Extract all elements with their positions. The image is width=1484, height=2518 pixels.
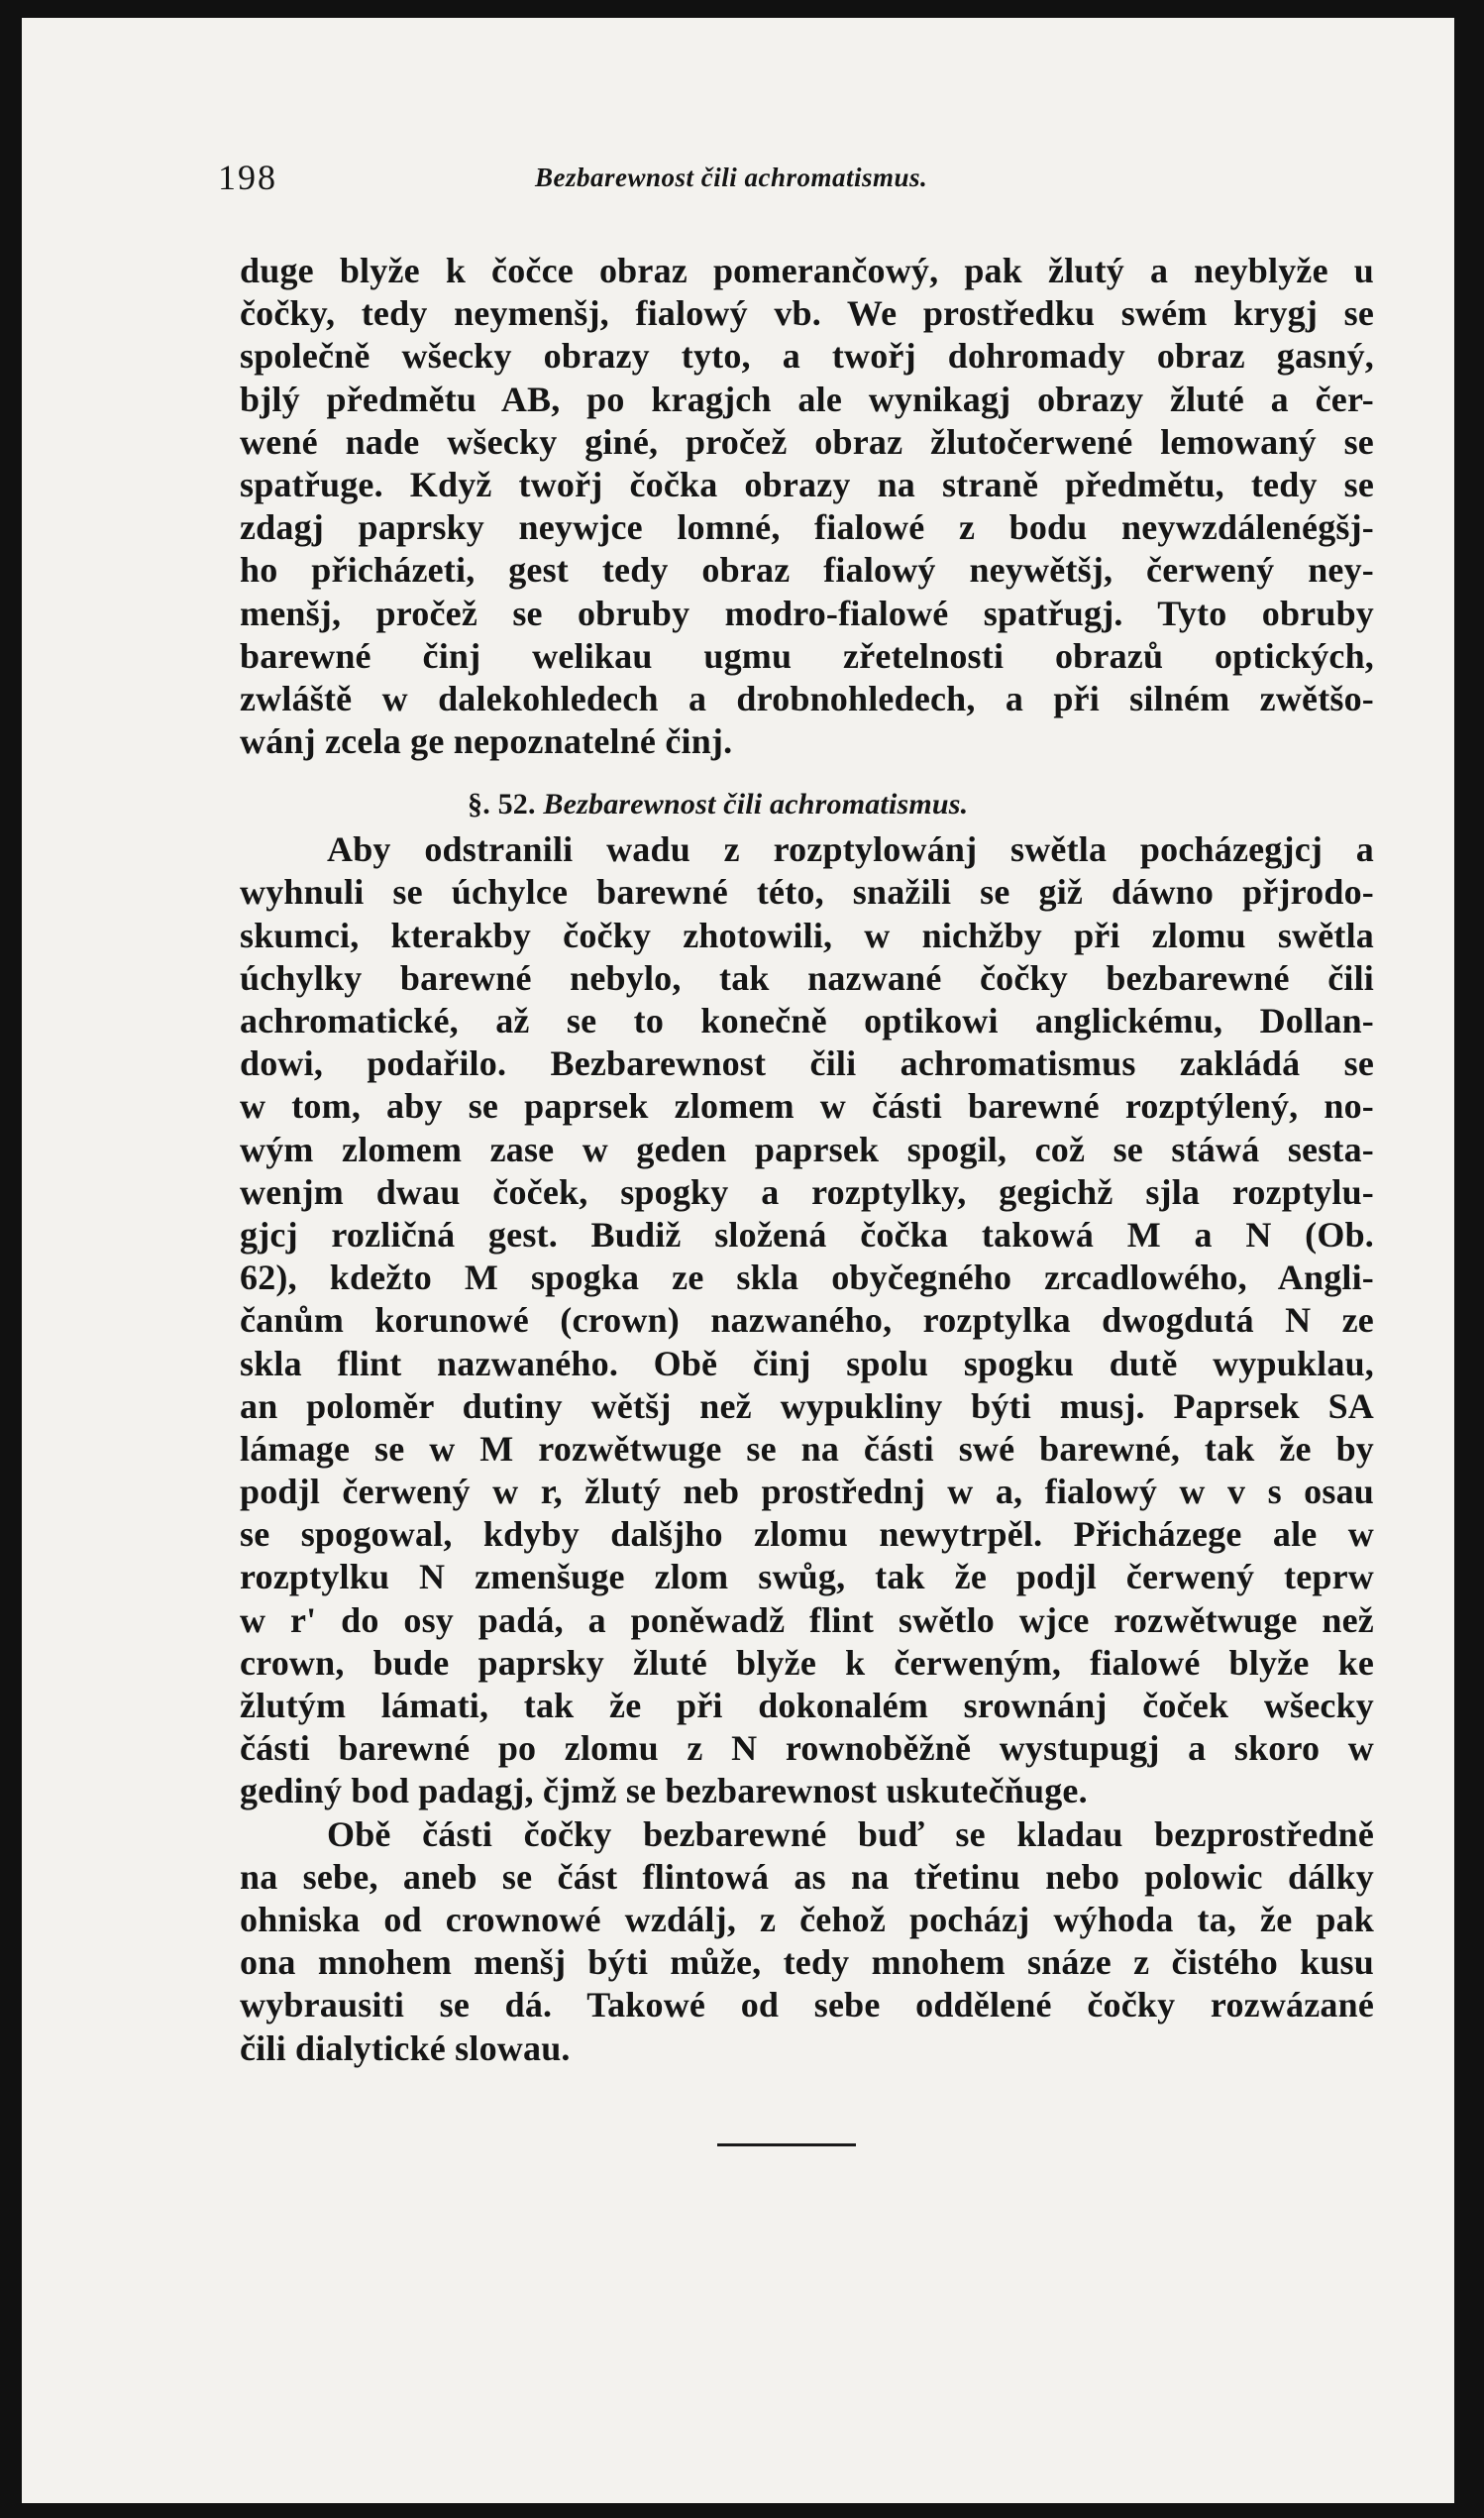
text-line: se spogowal, kdyby dalšjho zlomu newytrpěl. Přicházege ale w xyxy=(240,1514,1374,1555)
text-line: spatřuge. Když twořj čočka obrazy na straně předmětu, tedy se xyxy=(240,464,1374,504)
paragraph-3 xyxy=(240,1813,1374,2070)
text-line: wyhnuli se úchylce barewné této, snažili se giž dáwno přjrodo- xyxy=(240,872,1374,913)
text-line: ona mnohem menšj býti může, tedy mnohem snáze z čistého kusu xyxy=(240,1942,1374,1983)
text-line: Aby odstranili wadu z rozptylowánj swětla pocházegjcj a xyxy=(327,829,1374,870)
text-line: skumci, kterakby čočky zhotowili, w nichžby při zlomu swětla xyxy=(240,915,1374,955)
section-heading xyxy=(240,763,1374,828)
text-line: společně wšecky obrazy tyto, a twořj dohromady obraz gasný, xyxy=(240,336,1374,377)
section-title: Bezbarewnost čili achromatismus. xyxy=(543,788,969,821)
paragraph-1 xyxy=(240,250,1374,763)
text-line: wenjm dwau čoček, spogky a rozptylky, gegichž sjla rozptylu- xyxy=(240,1171,1374,1212)
text-line: wybrausiti se dá. Takowé od sebe oddělené čočky rozwázané xyxy=(240,1985,1374,2025)
text-line: menšj, pročež se obruby modro-fialowé spatřugj. Tyto obruby xyxy=(240,593,1374,633)
end-rule-divider xyxy=(717,2143,856,2146)
text-line: podjl čerwený w r, žlutý neb prostřednj w a, fialowý w v s osau xyxy=(240,1472,1374,1512)
text-line: čanům korunowé (crown) nazwaného, rozptylka dwogdutá N ze xyxy=(240,1300,1374,1341)
text-line: wým zlomem zase w geden paprsek spogil, což se stáwá sesta- xyxy=(240,1129,1374,1169)
paragraph-2 xyxy=(240,828,1374,1812)
text-line: dowi, podařilo. Bezbarewnost čili achromatismus zakládá se xyxy=(240,1043,1374,1084)
page-number: 198 xyxy=(218,158,277,197)
running-title: Bezbarewnost čili achromatismus. xyxy=(535,163,928,192)
text-line: ohniska od crownowé wzdálj, z čehož pocházj wýhoda ta, že pak xyxy=(240,1899,1374,1939)
text-line: žlutým lámati, tak že při dokonalém srownánj čoček wšecky xyxy=(240,1686,1374,1725)
text-line: achromatické, až se to konečně optikowi anglickému, Dollan- xyxy=(240,1001,1374,1040)
text-line: barewné činj welikau ugmu zřetelnosti obrazů optických, xyxy=(240,635,1374,676)
text-line: zwláště w dalekohledech a drobnohledech, a při silném zwětšo- xyxy=(240,678,1374,718)
text-line: rozptylku N zmenšuge zlom swůg, tak že podjl čerwený teprw xyxy=(240,1557,1374,1597)
text-line: lámage se w M rozwětwuge se na části swé barewné, tak že by xyxy=(240,1428,1374,1469)
text-line: čočky, tedy neymenšj, fialowý vb. We prostředku swém krygj se xyxy=(240,293,1374,334)
text-line: části barewné po zlomu z N rownoběžně wystupugj a skoro w xyxy=(240,1728,1374,1769)
page-header xyxy=(218,157,1110,206)
text-line: úchylky barewné nebylo, tak nazwané čočky bezbarewné čili xyxy=(240,957,1374,998)
page-body xyxy=(240,250,1374,2070)
text-line: zdagj paprsky neywjce lomné, fialowé z bodu neywzdálenégšj- xyxy=(240,507,1374,548)
text-line: wené nade wšecky giné, pročež obraz žlutočerwené lemowaný se xyxy=(240,421,1374,462)
text-line: gjcj rozličná gest. Budiž složená čočka takowá M a N (Ob. xyxy=(240,1214,1374,1255)
text-line: 62), kdežto M spogka ze skla obyčegného zrcadlowého, Angli- xyxy=(240,1258,1374,1298)
text-line: gediný bod padagj, čjmž se bezbarewnost uskutečňuge. xyxy=(240,1771,1088,1811)
text-line: bjlý předmětu AB, po kragjch ale wynikagj obrazy žluté a čer- xyxy=(240,379,1374,419)
section-number: §. 52. xyxy=(468,788,536,821)
text-line: skla flint nazwaného. Obě činj spolu spogku dutě wypuklau, xyxy=(240,1343,1374,1383)
text-line: ho přicházeti, gest tedy obraz fialowý neywětšj, čerwený ney- xyxy=(240,550,1374,591)
text-line: w r' do osy padá, a poněwadž flint swětlo wjce rozwětwuge než xyxy=(240,1599,1374,1640)
text-line: an poloměr dutiny wětšj než wypukliny býti musj. Paprsek SA xyxy=(240,1385,1374,1426)
text-line: na sebe, aneb se část flintowá as na třetinu nebo polowic dálky xyxy=(240,1856,1374,1897)
text-line: čili dialytické slowau. xyxy=(240,2027,571,2068)
text-line: Obě části čočky bezbarewné buď se kladau bezprostředně xyxy=(327,1813,1374,1854)
text-line: duge blyže k čočce obraz pomerančowý, pak žlutý a neyblyže u xyxy=(240,251,1374,290)
text-line: w tom, aby se paprsek zlomem w části barewné rozptýlený, no- xyxy=(240,1086,1374,1127)
text-line: crown, bude paprsky žluté blyže k čerweným, fialowé blyže ke xyxy=(240,1642,1374,1683)
text-line: wánj zcela ge nepoznatelné činj. xyxy=(240,721,733,762)
